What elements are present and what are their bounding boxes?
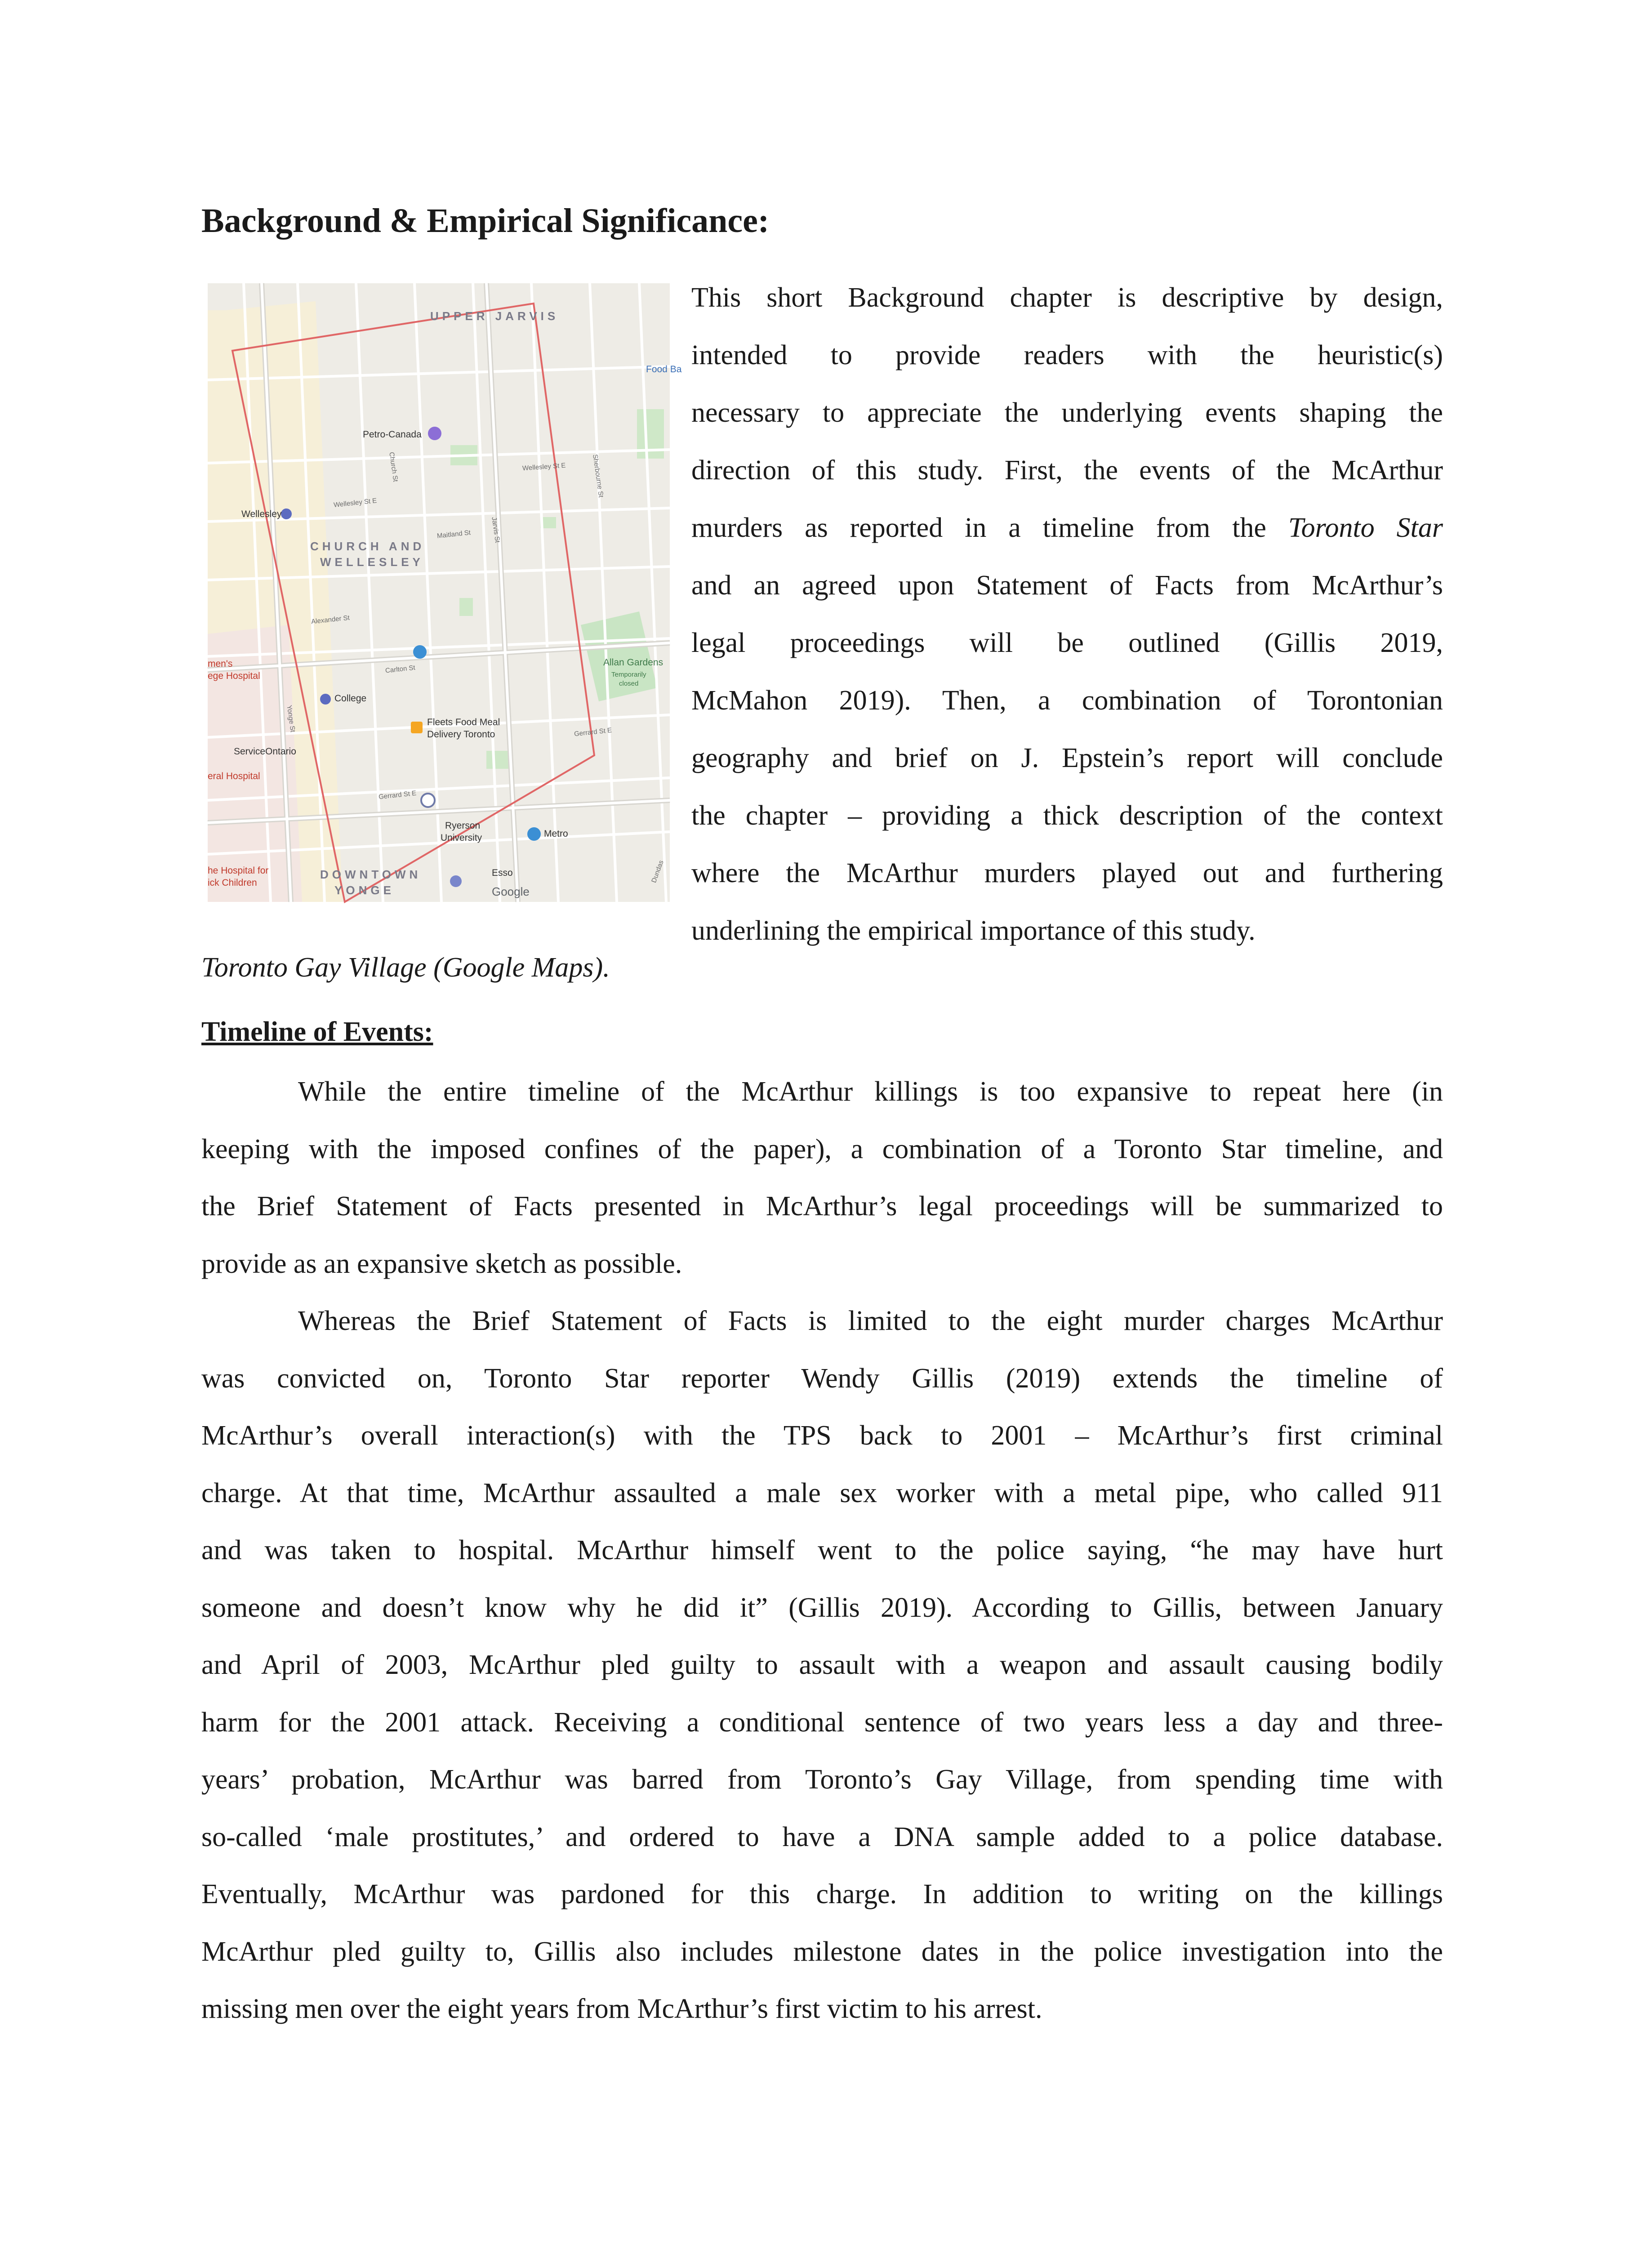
intro-paragraph bbox=[691, 269, 1443, 959]
body-line: keeping with the imposed confines of the paper), a combination of a Toronto Star timeline, and bbox=[201, 1133, 1443, 1164]
intro-line-with-italic bbox=[691, 499, 1443, 557]
map-label-sick-kids: he Hospital for bbox=[208, 865, 269, 876]
map-street-church: Church St bbox=[387, 451, 400, 482]
map-graphic bbox=[208, 283, 670, 902]
map-label-upper-jarvis: UPPER JARVIS bbox=[430, 309, 559, 323]
intro-line-text: murders as reported in a timeline from the bbox=[691, 513, 1288, 543]
body-line: and was taken to hospital. McArthur himself went to the police saying, “he may have hurt bbox=[201, 1535, 1443, 1566]
body-line: the Brief Statement of Facts presented in McArthur’s legal proceedings will be summarized to bbox=[201, 1191, 1443, 1222]
intro-line: the chapter – providing a thick description of the context bbox=[691, 800, 1443, 831]
map-label-womens-college-2: ege Hospital bbox=[208, 671, 260, 681]
body-line: Eventually, McArthur was pardoned for this charge. In addition to writing on the killings bbox=[201, 1879, 1443, 1909]
map-label-college-station: College bbox=[334, 693, 367, 704]
intro-line: intended to provide readers with the heuristic(s) bbox=[691, 340, 1443, 370]
body-line: McArthur’s overall interaction(s) with the TPS back to 2001 – McArthur’s first criminal bbox=[201, 1420, 1443, 1451]
map-street-alexander: Alexander St bbox=[311, 614, 350, 626]
map-street-sherbourne: Sherbourne St bbox=[591, 454, 605, 498]
map-label-service-ontario: ServiceOntario bbox=[234, 746, 296, 757]
map-label-wellesley: WELLESLEY bbox=[320, 555, 424, 569]
body-line: someone and doesn’t know why he did it” (Gillis 2019). According to Gillis, between January bbox=[201, 1592, 1443, 1623]
map-street-gerrard: Gerrard St E bbox=[378, 789, 417, 801]
body-line: harm for the 2001 attack. Receiving a conditional sentence of two years less a day and three- bbox=[201, 1707, 1443, 1738]
body-line: years’ probation, McArthur was barred from Toronto’s Gay Village, from spending time with bbox=[201, 1764, 1443, 1795]
map-street-maitland: Maitland St bbox=[436, 529, 471, 540]
map-label-general-hospital: eral Hospital bbox=[208, 771, 260, 781]
map-label-womens-college: men's bbox=[208, 659, 233, 669]
google-logo: Google bbox=[492, 885, 530, 898]
map-label-downtown: DOWNTOWN bbox=[320, 868, 422, 881]
map-label-food-bank: Food Ba bbox=[646, 364, 682, 375]
intro-line: direction of this study. First, the events of the McArthur bbox=[691, 455, 1443, 486]
body-line: Whereas the Brief Statement of Facts is limited to the eight murder charges McArthur bbox=[298, 1306, 1443, 1336]
toronto-gay-village-map bbox=[208, 283, 682, 902]
map-label-metro: Metro bbox=[544, 829, 568, 839]
body-line: missing men over the eight years from McArthur’s first victim to his arrest. bbox=[201, 1994, 1042, 2024]
body-line: provide as an expansive sketch as possible. bbox=[201, 1248, 682, 1279]
intro-line: necessary to appreciate the underlying events shaping the bbox=[691, 397, 1443, 428]
intro-line: where the McArthur murders played out and furthering bbox=[691, 858, 1443, 888]
intro-line: geography and brief on J. Epstein’s report will conclude bbox=[691, 743, 1443, 773]
map-label-allan-gardens-closed: closed bbox=[619, 680, 639, 687]
map-street-gerrard-2: Gerrard St E bbox=[574, 726, 612, 738]
map-label-ryerson-university: University bbox=[441, 833, 482, 843]
body-line: was convicted on, Toronto Star reporter Wendy Gillis (2019) extends the timeline of bbox=[201, 1363, 1443, 1394]
body-line: so-called ‘male prostitutes,’ and ordered to have a DNA sample added to a police database. bbox=[201, 1821, 1443, 1852]
map-street-carlton: Carlton St bbox=[385, 664, 416, 675]
figure-caption: Toronto Gay Village (Google Maps). bbox=[201, 952, 610, 983]
map-street-wellesley: Wellesley St E bbox=[333, 497, 378, 509]
body-line: McArthur pled guilty to, Gillis also includes milestone dates in the police investigation into the bbox=[201, 1936, 1443, 1967]
map-label-esso: Esso bbox=[492, 868, 513, 878]
timeline-subheading: Timeline of Events: bbox=[201, 1017, 433, 1047]
body-text bbox=[201, 1063, 1443, 2038]
section-heading: Background & Empirical Significance: bbox=[201, 202, 770, 240]
map-label-petro-canada: Petro-Canada bbox=[363, 429, 422, 440]
body-line: charge. At that time, McArthur assaulted a male sex worker with a metal pipe, who called 911 bbox=[201, 1477, 1443, 1508]
intro-italic-source: Toronto Star bbox=[1288, 513, 1443, 543]
map-street-wellesley-2: Wellesley St E bbox=[522, 461, 566, 473]
map-label-wellesley-station: Wellesley bbox=[241, 509, 282, 519]
map-label-sick-kids-2: ick Children bbox=[208, 878, 257, 888]
map-label-church-and: CHURCH AND bbox=[310, 540, 425, 553]
map-label-allan-gardens: Allan Gardens bbox=[603, 657, 663, 668]
intro-line: McMahon 2019). Then, a combination of Torontonian bbox=[691, 685, 1443, 716]
map-label-fleets-food: Fleets Food Meal bbox=[427, 717, 500, 727]
map-street-dundas: Dundas bbox=[650, 859, 665, 884]
map-label-fleets-delivery: Delivery Toronto bbox=[427, 729, 495, 740]
intro-line: and an agreed upon Statement of Facts from McArthur’s bbox=[691, 570, 1443, 601]
map-street-yonge: Yonge St bbox=[285, 705, 297, 733]
intro-line: This short Background chapter is descriptive by design, bbox=[691, 282, 1443, 313]
map-street-jarvis: Jarvis St bbox=[490, 516, 502, 544]
body-line: and April of 2003, McArthur pled guilty to assault with a weapon and assault causing bodily bbox=[201, 1650, 1443, 1680]
body-line: While the entire timeline of the McArthur killings is too expansive to repeat here (in bbox=[298, 1076, 1443, 1107]
intro-line: underlining the empirical importance of this study. bbox=[691, 915, 1256, 946]
intro-line: legal proceedings will be outlined (Gillis 2019, bbox=[691, 628, 1443, 658]
map-label-ryerson: Ryerson bbox=[445, 821, 481, 831]
map-label-yonge: YONGE bbox=[334, 883, 395, 897]
map-label-allan-gardens-status: Temporarily bbox=[611, 671, 646, 678]
